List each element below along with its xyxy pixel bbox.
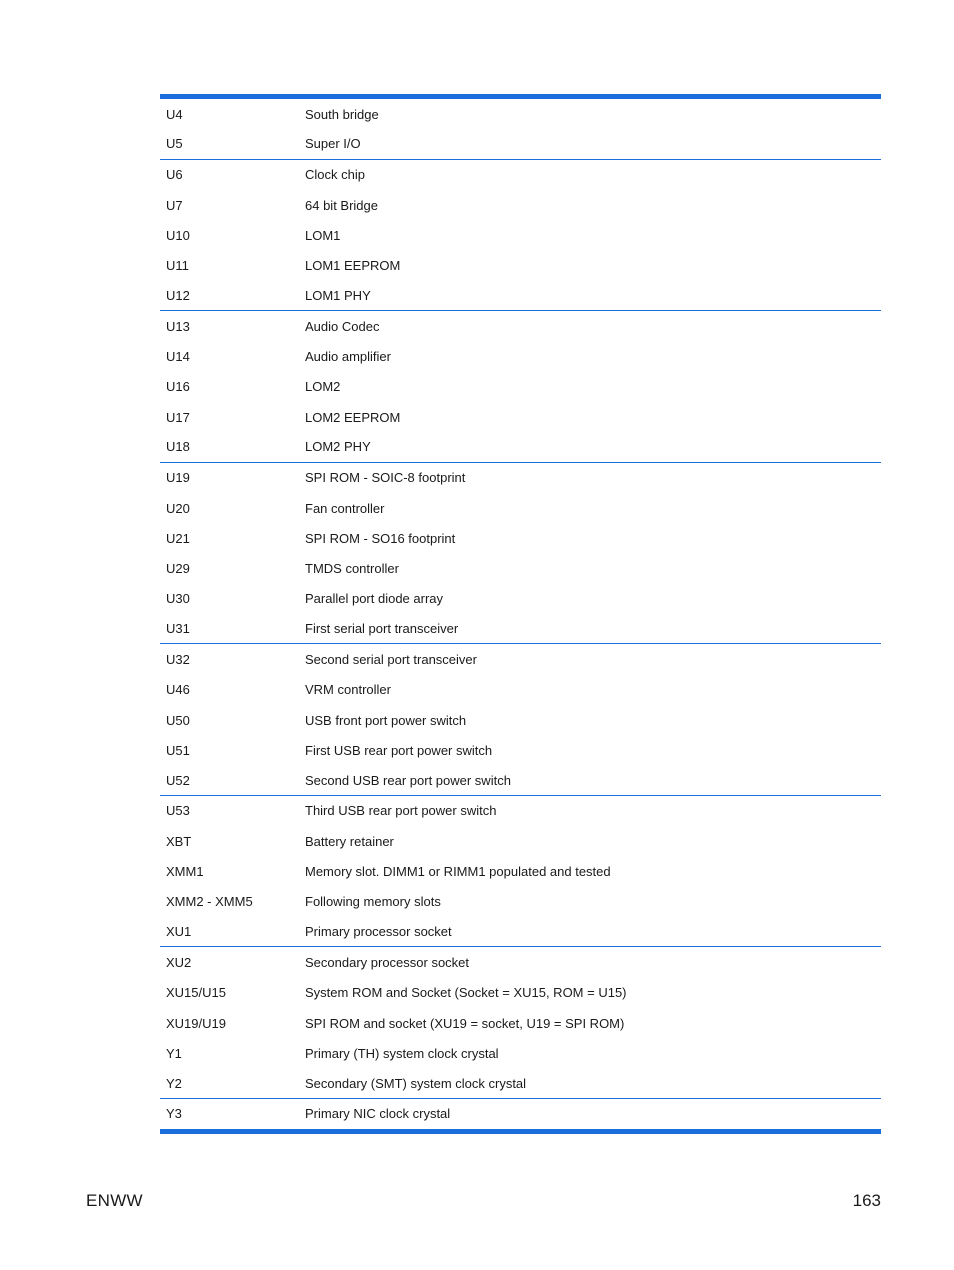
component-description: Super I/O (305, 136, 361, 152)
component-ref: U50 (166, 712, 190, 728)
table-row (160, 826, 881, 856)
component-description: SPI ROM - SO16 footprint (305, 530, 456, 546)
component-description: Primary NIC clock crystal (305, 1106, 451, 1122)
component-ref: U21 (166, 530, 190, 546)
component-ref: U51 (166, 742, 190, 758)
component-description: SPI ROM and socket (XU19 = socket, U19 = SPI ROM) (305, 1015, 625, 1031)
component-description: Primary (TH) system clock crystal (305, 1045, 499, 1061)
component-ref: U53 (166, 803, 190, 819)
table-row (160, 766, 881, 796)
component-ref: XU1 (166, 924, 192, 940)
table-row (160, 947, 881, 977)
component-ref: XMM2 - XMM5 (166, 894, 253, 910)
component-ref: U19 (166, 470, 190, 486)
component-ref: U4 (166, 106, 183, 122)
table-row (160, 614, 881, 644)
component-description: Audio amplifier (305, 349, 391, 365)
table-row (160, 796, 881, 826)
component-description: LOM1 (305, 227, 341, 243)
component-description: Third USB rear port power switch (305, 803, 497, 819)
table-row (160, 160, 881, 190)
page-number: 163 (852, 1191, 881, 1210)
table-row (160, 402, 881, 432)
component-description: First USB rear port power switch (305, 742, 493, 758)
component-ref: U30 (166, 591, 190, 607)
table-row (160, 99, 881, 129)
component-description: Second USB rear port power switch (305, 772, 511, 788)
component-description: Parallel port diode array (305, 591, 444, 607)
component-table (160, 94, 881, 1134)
table-row (160, 463, 881, 493)
component-description: Battery retainer (305, 833, 394, 849)
component-description: Fan controller (305, 500, 385, 516)
table-row (160, 190, 881, 220)
component-description: Audio Codec (305, 318, 380, 334)
table-row (160, 887, 881, 917)
component-description: First serial port transceiver (305, 621, 459, 637)
component-ref: U5 (166, 136, 183, 152)
component-ref: XU19/U19 (166, 1015, 226, 1031)
component-description: Following memory slots (305, 894, 441, 910)
component-ref: U14 (166, 349, 190, 365)
component-description: USB front port power switch (305, 712, 467, 728)
table-row (160, 493, 881, 523)
component-ref: U6 (166, 167, 183, 183)
table-row (160, 220, 881, 250)
component-description: TMDS controller (305, 561, 399, 577)
table-row (160, 917, 881, 947)
table-body (160, 99, 881, 1129)
component-ref: U13 (166, 318, 190, 334)
component-ref: U52 (166, 772, 190, 788)
component-ref: U32 (166, 651, 190, 667)
component-ref: XBT (166, 833, 192, 849)
component-description: 64 bit Bridge (305, 197, 378, 213)
table-row (160, 584, 881, 614)
component-ref: U46 (166, 682, 190, 698)
table-row (160, 341, 881, 371)
table-row (160, 372, 881, 402)
component-description: Secondary (SMT) system clock crystal (305, 1075, 527, 1091)
table-row (160, 735, 881, 765)
table-row (160, 281, 881, 311)
component-description: Memory slot. DIMM1 or RIMM1 populated and tested (305, 864, 611, 880)
component-description: LOM1 PHY (305, 287, 371, 303)
table-row (160, 1008, 881, 1038)
component-description: LOM2 (305, 379, 341, 395)
table-row (160, 1069, 881, 1099)
component-ref: U10 (166, 227, 190, 243)
component-description: SPI ROM - SOIC-8 footprint (305, 470, 466, 486)
table-row (160, 705, 881, 735)
component-description: Second serial port transceiver (305, 651, 477, 667)
component-description: Secondary processor socket (305, 954, 470, 970)
table-row (160, 523, 881, 553)
component-ref: U12 (166, 287, 190, 303)
component-ref: U29 (166, 561, 190, 577)
component-ref: U20 (166, 500, 190, 516)
table-row (160, 311, 881, 341)
component-ref: U31 (166, 621, 190, 637)
table-row (160, 856, 881, 886)
table-row (160, 644, 881, 674)
table-row (160, 432, 881, 462)
component-ref: Y1 (166, 1045, 182, 1061)
footer-label: ENWW (86, 1191, 143, 1210)
component-description: System ROM and Socket (Socket = XU15, ROM = U15) (305, 985, 627, 1001)
component-ref: XMM1 (166, 864, 204, 880)
table-row (160, 978, 881, 1008)
table-row (160, 675, 881, 705)
component-ref: Y3 (166, 1106, 182, 1122)
table-row (160, 553, 881, 583)
component-description: Primary processor socket (305, 924, 452, 940)
table-row (160, 1099, 881, 1129)
component-description: LOM2 PHY (305, 439, 371, 455)
component-description: VRM controller (305, 682, 391, 698)
component-ref: Y2 (166, 1075, 182, 1091)
component-ref: U18 (166, 439, 190, 455)
component-ref: U16 (166, 379, 190, 395)
component-ref: XU15/U15 (166, 985, 226, 1001)
component-description: South bridge (305, 106, 379, 122)
component-ref: XU2 (166, 954, 192, 970)
component-description: LOM2 EEPROM (305, 409, 401, 425)
component-ref: U17 (166, 409, 190, 425)
component-description: Clock chip (305, 167, 365, 183)
table-row (160, 1038, 881, 1068)
component-ref: U11 (166, 258, 189, 274)
table-row (160, 129, 881, 159)
component-description: LOM1 EEPROM (305, 258, 401, 274)
table-row (160, 250, 881, 280)
component-ref: U7 (166, 197, 183, 213)
